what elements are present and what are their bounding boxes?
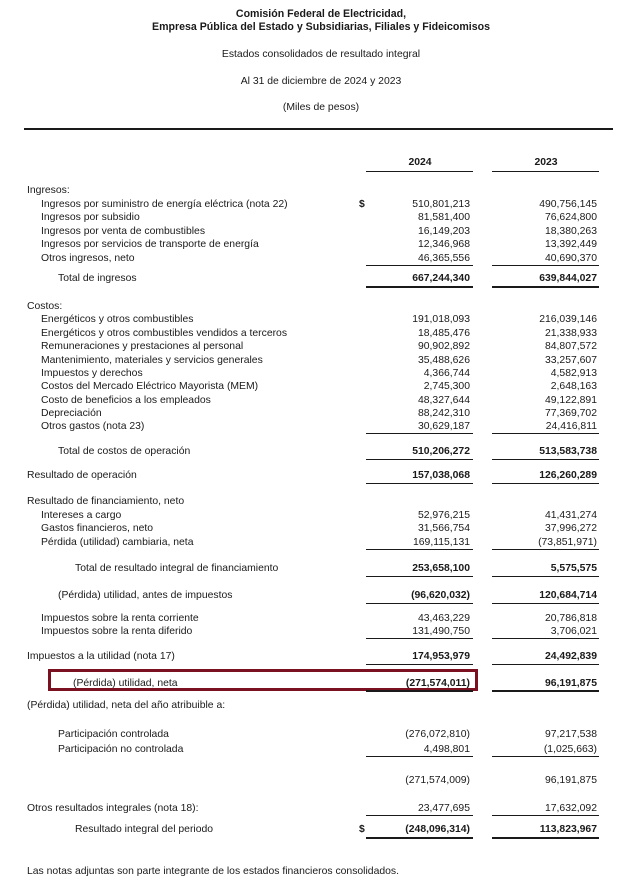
total-rule [366, 837, 473, 839]
section-heading-costos [0, 300, 642, 313]
subtotal-rule [366, 433, 473, 434]
total-row-costos [0, 445, 642, 458]
section-label: Ingresos: [27, 185, 70, 196]
column-2024-rule [366, 171, 473, 172]
table-row [0, 743, 642, 756]
table-row [0, 522, 642, 535]
value-2023: 96,191,875 [544, 775, 597, 786]
value-2024: (271,574,011) [405, 678, 470, 689]
value-2024: 43,463,229 [417, 613, 470, 624]
row-label: Resultado integral del periodo [75, 824, 214, 835]
row-label: Energéticos y otros combustibles [41, 314, 194, 325]
value-2023: 18,380,263 [544, 226, 597, 237]
row-label: Otros ingresos, neto [41, 253, 135, 264]
table-row [0, 340, 642, 353]
statement-units: (Miles de pesos) [282, 102, 360, 113]
subtotal-rule [366, 549, 473, 550]
value-2024: 35,488,626 [417, 355, 470, 366]
value-2024: 157,038,068 [412, 470, 470, 481]
value-2024: 174,953,979 [412, 651, 470, 662]
net-result-row [0, 677, 642, 690]
value-2024: 23,477,695 [417, 803, 470, 814]
value-2023: (73,851,971) [538, 537, 597, 548]
total-rule [492, 286, 599, 288]
row-label: (Pérdida) utilidad, neta [73, 678, 178, 689]
comprehensive-result-row [0, 823, 642, 836]
table-row [0, 198, 642, 211]
table-row [0, 327, 642, 340]
value-2023: 4,582,913 [550, 368, 597, 379]
header-rule [24, 128, 613, 130]
row-label: Resultado de operación [27, 470, 137, 481]
attributable-total-row [0, 774, 642, 787]
row-label: Total de costos de operación [58, 446, 191, 457]
value-2024: 88,242,310 [417, 408, 470, 419]
section-label: Resultado de financiamiento, neto [27, 496, 185, 507]
table-row [0, 367, 642, 380]
table-row [0, 394, 642, 407]
row-label: Impuestos y derechos [41, 368, 143, 379]
table-row [0, 354, 642, 367]
value-2024: (96,620,032) [411, 590, 470, 601]
value-2023: 24,416,811 [545, 421, 597, 432]
subtotal-rule [366, 756, 473, 757]
value-2024: 18,485,476 [417, 328, 470, 339]
table-row [0, 728, 642, 741]
column-2024: 2024 [408, 157, 432, 168]
section-heading-financiamiento [0, 495, 642, 508]
table-row [0, 536, 642, 549]
value-2024: 131,490,750 [412, 626, 470, 637]
value-2023: 24,492,839 [544, 651, 597, 662]
value-2024: (276,072,810) [405, 729, 470, 740]
value-2024: 191,018,093 [412, 314, 470, 325]
value-2024: (271,574,009) [405, 775, 470, 786]
value-2023: 33,257,607 [544, 355, 597, 366]
total-rule [492, 837, 599, 839]
value-2023: 97,217,538 [544, 729, 597, 740]
value-2024: 46,365,556 [417, 253, 470, 264]
row-label: Costo de beneficios a los empleados [41, 395, 211, 406]
tax-total-row [0, 650, 642, 663]
value-2023: 17,632,092 [544, 803, 597, 814]
value-2023: 41,431,274 [544, 510, 597, 521]
row-label: Ingresos por servicios de transporte de energía [41, 239, 259, 250]
statement-title: Estados consolidados de resultado integral [221, 49, 421, 60]
value-2023: 84,807,572 [544, 341, 597, 352]
total-rule [366, 286, 473, 288]
value-2023: 37,996,272 [544, 523, 597, 534]
value-2024: 30,629,187 [417, 421, 470, 432]
subtotal-rule [366, 815, 473, 816]
row-label: Total de ingresos [58, 273, 137, 284]
table-row [0, 211, 642, 224]
row-label: Impuestos sobre la renta diferido [41, 626, 193, 637]
total-rule [492, 483, 599, 484]
row-label: Impuestos sobre la renta corriente [41, 613, 199, 624]
row-label: Pérdida (utilidad) cambiaria, neta [41, 537, 194, 548]
pre-tax-row [0, 589, 642, 602]
row-label: Ingresos por venta de combustibles [41, 226, 206, 237]
total-rule [366, 459, 473, 460]
row-label: Otros gastos (nota 23) [41, 421, 145, 432]
total-rule [492, 690, 599, 692]
value-2024: 510,206,272 [412, 446, 470, 457]
subtotal-rule [492, 756, 599, 757]
row-label: Remuneraciones y prestaciones al personal [41, 341, 244, 352]
total-row-financiamiento [0, 562, 642, 575]
value-2024: 12,346,968 [417, 239, 470, 250]
value-2023: 216,039,146 [539, 314, 597, 325]
value-2023: 49,122,891 [544, 395, 597, 406]
company-name: Comisión Federal de Electricidad, [235, 8, 407, 20]
value-2024: 4,498,801 [423, 744, 470, 755]
column-headers [0, 156, 642, 169]
currency-symbol: $ [359, 824, 365, 835]
row-label: Impuestos a la utilidad (nota 17) [27, 651, 175, 662]
subtotal-rule [492, 815, 599, 816]
value-2024: 31,566,754 [417, 523, 470, 534]
table-row [0, 225, 642, 238]
value-2024: 48,327,644 [417, 395, 470, 406]
currency-symbol: $ [359, 199, 365, 210]
row-label: Mantenimiento, materiales y servicios generales [41, 355, 263, 366]
table-row [0, 420, 642, 433]
subtotal-rule [492, 433, 599, 434]
value-2023: 3,706,021 [550, 626, 597, 637]
value-2024: 90,902,892 [417, 341, 470, 352]
row-label: Depreciación [41, 408, 102, 419]
table-row [0, 313, 642, 326]
table-row [0, 625, 642, 638]
value-2023: 5,575,575 [550, 563, 597, 574]
total-rule [492, 664, 599, 665]
total-rule [366, 603, 473, 604]
value-2024: (248,096,314) [405, 824, 470, 835]
value-2023: (1,025,663) [543, 744, 597, 755]
row-label: Gastos financieros, neto [41, 523, 154, 534]
value-2023: 77,369,702 [544, 408, 597, 419]
total-rule [366, 576, 473, 577]
value-2024: 169,115,131 [412, 537, 470, 548]
value-2024: 2,745,300 [423, 381, 470, 392]
company-subtitle: Empresa Pública del Estado y Subsidiarias, Filiales y Fideicomisos [152, 21, 490, 33]
value-2023: 513,583,738 [539, 446, 597, 457]
subtotal-rule [366, 638, 473, 639]
value-2023: 126,260,289 [539, 470, 597, 481]
value-2023: 21,338,933 [544, 328, 597, 339]
subtotal-rule [492, 265, 599, 266]
subtotal-rule [366, 265, 473, 266]
value-2023: 113,823,967 [539, 824, 597, 835]
row-label: Ingresos por subsidio [41, 212, 140, 223]
total-rule [366, 690, 473, 692]
value-2023: 490,756,145 [539, 199, 597, 210]
table-row [0, 509, 642, 522]
row-label: Energéticos y otros combustibles vendidos a terceros [41, 328, 288, 339]
row-label: Otros resultados integrales (nota 18): [27, 803, 199, 814]
total-row-ingresos [0, 272, 642, 285]
table-row [0, 612, 642, 625]
value-2024: 667,244,340 [412, 273, 470, 284]
section-label: (Pérdida) utilidad, neta del año atribuible a: [27, 700, 226, 711]
value-2023: 639,844,027 [539, 273, 597, 284]
statement-date: Al 31 de diciembre de 2024 y 2023 [240, 76, 402, 87]
section-heading-ingresos [0, 184, 642, 197]
value-2024: 510,801,213 [412, 199, 470, 210]
value-2023: 40,690,370 [544, 253, 597, 264]
row-label: Total de resultado integral de financiamiento [75, 563, 279, 574]
value-2023: 20,786,818 [544, 613, 597, 624]
total-rule [492, 459, 599, 460]
row-label: Intereses a cargo [41, 510, 122, 521]
section-label: Costos: [27, 301, 63, 312]
table-row [0, 380, 642, 393]
value-2024: 52,976,215 [417, 510, 470, 521]
row-label: (Pérdida) utilidad, antes de impuestos [58, 590, 233, 601]
subtotal-rule [492, 638, 599, 639]
total-rule [366, 483, 473, 484]
value-2023: 13,392,449 [544, 239, 597, 250]
operating-result-row [0, 469, 642, 482]
total-rule [492, 576, 599, 577]
total-rule [492, 603, 599, 604]
value-2023: 2,648,163 [550, 381, 597, 392]
subtotal-rule [492, 549, 599, 550]
value-2024: 253,658,100 [412, 563, 470, 574]
value-2023: 76,624,800 [544, 212, 597, 223]
total-rule [366, 664, 473, 665]
row-label: Costos del Mercado Eléctrico Mayorista (MEM) [41, 381, 259, 392]
value-2023: 120,684,714 [539, 590, 597, 601]
value-2024: 16,149,203 [417, 226, 470, 237]
footer-note: Las notas adjuntas son parte integrante de los estados financieros consolidados. [27, 866, 399, 877]
value-2024: 81,581,400 [417, 212, 470, 223]
row-label: Ingresos por suministro de energía eléctrica (nota 22) [41, 199, 288, 210]
column-2023: 2023 [534, 157, 558, 168]
column-2023-rule [492, 171, 599, 172]
section-heading-atribuible [0, 699, 642, 712]
row-label: Participación no controlada [58, 744, 184, 755]
row-label: Participación controlada [58, 729, 169, 740]
table-row [0, 407, 642, 420]
table-row [0, 252, 642, 265]
value-2024: 4,366,744 [423, 368, 470, 379]
table-row [0, 238, 642, 251]
value-2023: 96,191,875 [544, 678, 597, 689]
other-comprehensive-row [0, 802, 642, 815]
